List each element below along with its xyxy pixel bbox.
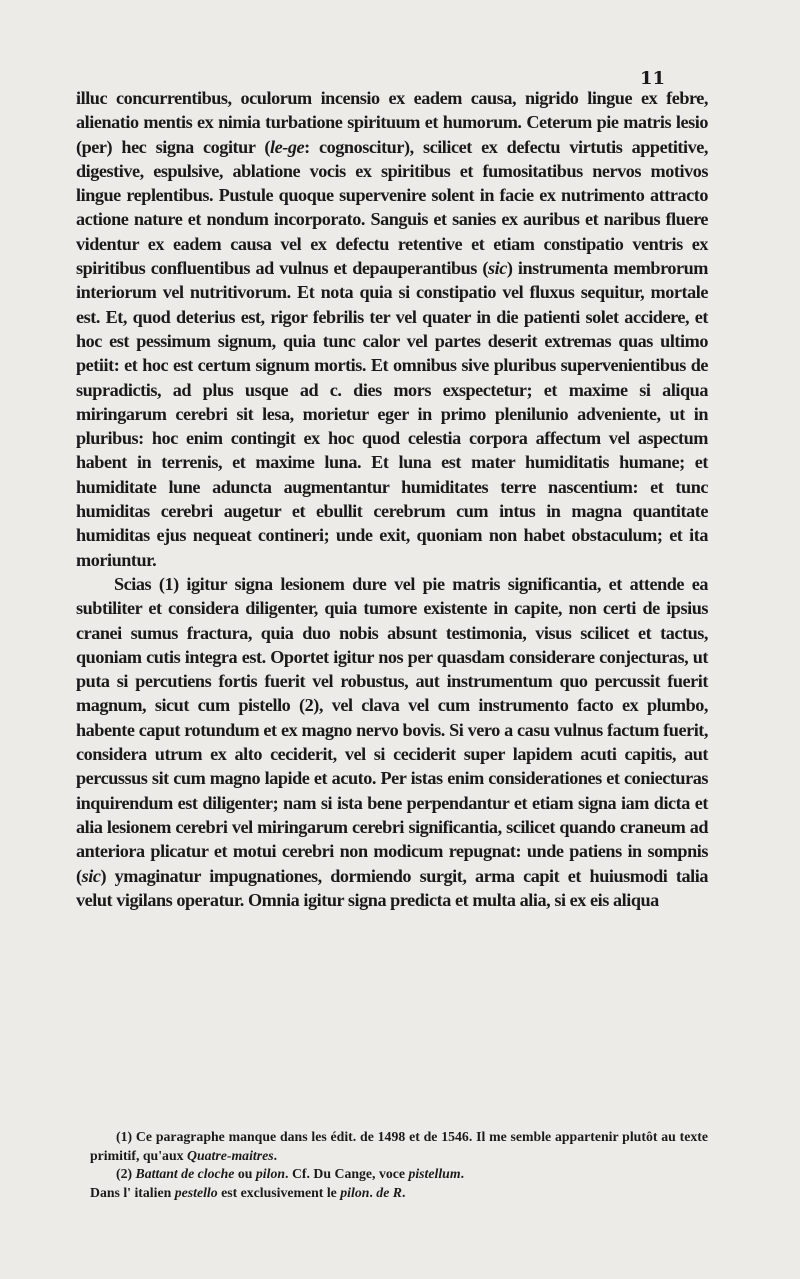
text-run: ) ymaginatur impugnationes, dormiendo surgit, arma capit et huiusmodi talia velut vigilans operatur. Omnia igitur signa predicta et multa alia, si ex eis aliqua [76, 865, 708, 910]
italic-run: le-ge [270, 136, 305, 157]
text-run: Scias (1) igitur signa lesionem dure vel pie matris significantia, et attende ea subtiliter et considera diligenter, quia tumore existente in capite, non certi de ipsius cranei sumus fractura, quia duo nobis absunt testimonia, visus scilicet et tactus, quoniam cutis integra est. Oportet igitur nos per quasdam considerare conjecturas, ut puta si percutiens fortis fuerit vel robustus, aut instrumentum quo percussit fuerit magnum, sicut cum pistello (2), vel clava vel cum instrumento facto ex plumbo, habente caput rotundum et ex magno nervo bovis. Si vero a casu vulnus factum fuerit, considera utrum ex alto ceciderit, vel si ceciderit super lapidem acuti capitis, aut percussus sit cum magno lapide et acuto. Per istas enim considerationes et coniecturas inquirendum est diligenter; nam si ista bene perpendantur et etiam signa iam dicta et alia lesionem cerebri vel miringarum cerebri significantia, scilicet quando craneum ad anteriora plicatur et motui cerebri non modicum repugnat: unde patiens in sompnis ( [76, 573, 708, 886]
text-run: . Cf. Du Cange, voce [285, 1166, 409, 1181]
text-run: ou [234, 1166, 256, 1181]
italic-run: pilon [255, 1166, 286, 1181]
text-run: . [369, 1184, 377, 1200]
text-run: . [401, 1184, 406, 1200]
italic-run: sic [81, 865, 101, 886]
text-run: ) instrumenta membrorum interiorum vel nutritivorum. Et nota quia si constipatio vel fluxus sequitur, mortale est. Et, quod deterius est, rigor febrilis ter vel quater in die patienti solet accidere, et hoc est pessimum signum, quia tunc calor vel partes deserit extremas quas ultimo petiit: et hoc est certum signum mortis. Et omnibus sive pluribus supervenientibus de supradictis, ad plus usque ad c. dies mors exspectetur; et maxime si aliqua miringarum cerebri sit lesa, morietur eger in primo plenilunio adveniente, ut in pluribus: hoc enim contingit ex hoc quod celestia corpora affectum vel aspectum habent in terrenis, et maxime luna. Et luna est mater humiditatis humane; et humiditate lune aduncta augmentantur humiditates terre nascentium: et tunc humiditas cerebri augetur et ebullit cerebrum cum intus in magna quantitate humiditas ejus nequeat contineri; unde exit, quoniam non habet obstaculum; et ita moriuntur. [76, 258, 708, 570]
main-text [76, 86, 708, 912]
paragraph [76, 572, 708, 912]
footnote [90, 1165, 708, 1184]
italic-run: pestello [174, 1184, 218, 1200]
italic-run: Quatre-maitres [186, 1147, 274, 1163]
italic-run: pilon [340, 1184, 370, 1200]
text-run: est exclusivement le [217, 1184, 341, 1200]
italic-run: pistellum [408, 1166, 461, 1181]
footnote-continuation [90, 1184, 708, 1203]
footnotes [90, 1128, 708, 1202]
text-run: . [273, 1147, 278, 1163]
paragraph [76, 86, 708, 572]
italic-run: sic [487, 258, 507, 279]
page-number: 11 [640, 68, 666, 89]
text-run: : cognoscitur), scilicet ex defectu virtutis appetitive, digestive, espulsive, ablatione vocis ex spiritibus et fumositatibus nervos motivos lingue replentibus. Pustule quoque supervenire solent in facie ex nutrimento attracto actione nature et nondum incorporato. Sanguis et sanies ex auribus et naribus fluere videntur ex eadem causa vel ex defectu retentive et etiam constipatio ventris ex spiritibus confluentibus ad vulnus et depauperantibus ( [76, 136, 708, 279]
text-run: illuc concurrentibus, oculorum incensio ex eadem causa, nigrido lingue ex febre, alienatio mentis ex nimia turbatione spirituum et humorum. Ceterum pie matris lesio (per) hec signa cogitur ( [76, 88, 708, 157]
text-run: (1) Ce paragraphe manque dans les édit. de 1498 et de 1546. Il me semble appartenir plutôt au texte primitif, qu'aux [90, 1129, 708, 1163]
text-run: . [460, 1166, 465, 1181]
italic-run: de R [376, 1184, 402, 1200]
text-run: (2) [116, 1166, 136, 1181]
footnote [90, 1128, 708, 1165]
text-run: Dans l' italien [90, 1184, 175, 1200]
italic-run: Battant de cloche [135, 1166, 235, 1181]
